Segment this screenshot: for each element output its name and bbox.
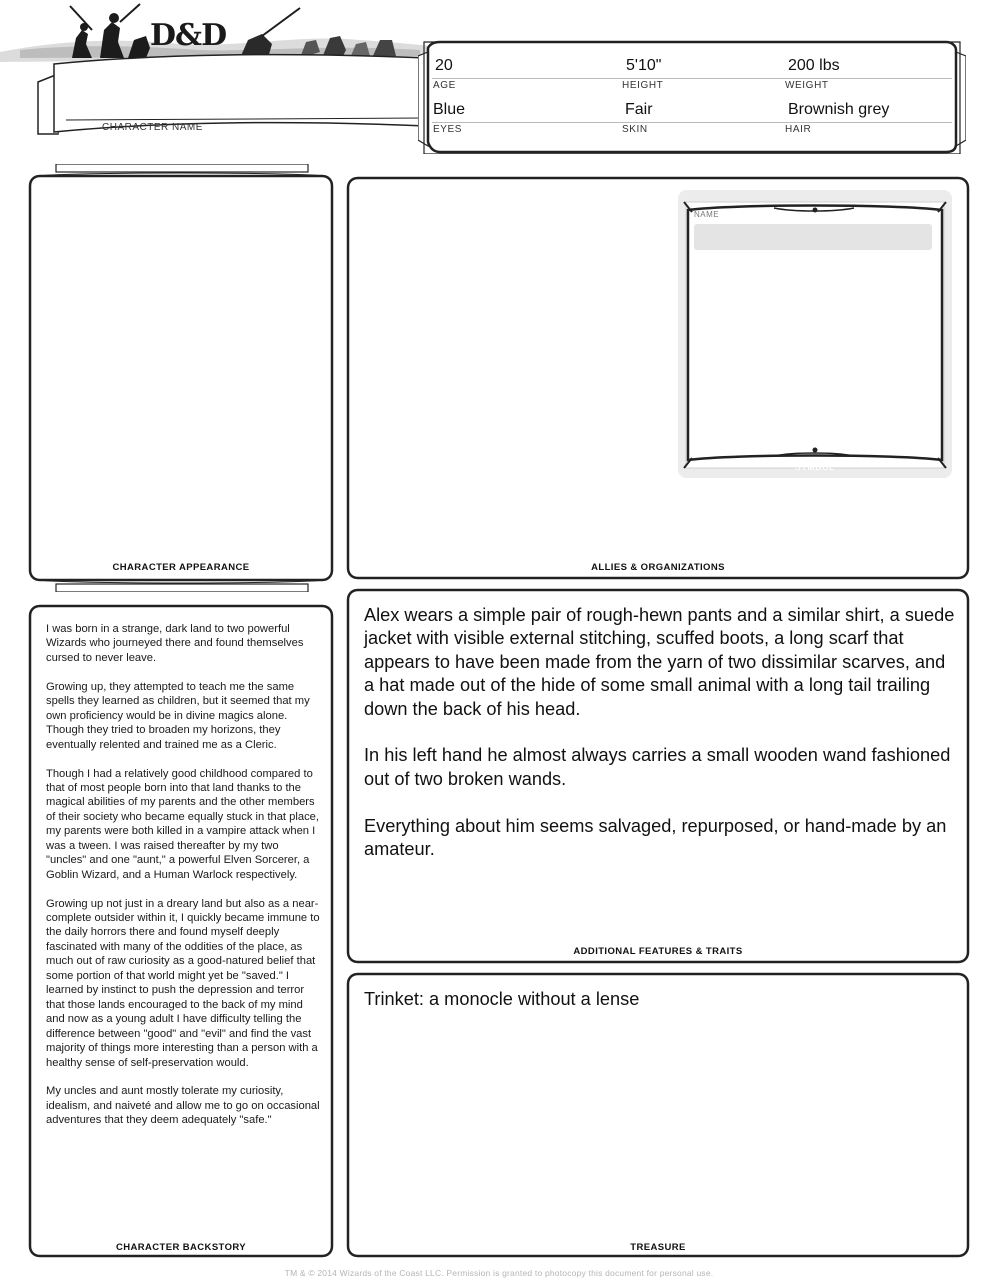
skin-value[interactable]: Fair — [625, 101, 653, 118]
features-paragraph: Alex wears a simple pair of rough-hewn pants and a similar shirt, a suede jacket with visible external stitching, scuffed boots, a long scarf that appears to have been made from the yarn of two dissimilar scarves, and a hat made out of the hide of some small animal with a long tail trailing down the back of his head. — [364, 605, 955, 719]
backstory-paragraph: Growing up, they attempted to teach me the same spells they learned as children, but it seemed that my own proficiency would be in divine magics alone. Though they tried to broaden my horizons, they eventually relented and trained me as a Cleric. — [46, 680, 310, 751]
character-name-label: CHARACTER NAME — [102, 122, 203, 133]
hair-label: HAIR — [785, 124, 812, 135]
age-label: AGE — [433, 80, 456, 91]
weight-label: WEIGHT — [785, 80, 829, 91]
height-label: HEIGHT — [622, 80, 664, 91]
attribute-row-line — [432, 78, 952, 79]
allies-organizations-panel — [346, 176, 970, 580]
features-caption: ADDITIONAL FEATURES & TRAITS — [573, 946, 743, 957]
additional-features-panel — [346, 588, 970, 964]
character-appearance-panel — [28, 164, 334, 592]
treasure-caption: TREASURE — [630, 1242, 686, 1253]
symbol-drawing-area[interactable] — [696, 258, 934, 448]
dnd-logo: D&D — [150, 18, 227, 53]
symbol-caption: SYMBOL — [795, 462, 835, 472]
age-value[interactable]: 20 — [435, 57, 453, 74]
backstory-text[interactable] — [46, 622, 320, 1142]
backstory-paragraph: I was born in a strange, dark land to two powerful Wizards who journeyed there and found themselves cursed to never leave. — [46, 623, 304, 664]
appearance-drawing-area[interactable] — [42, 188, 320, 558]
skin-label: SKIN — [622, 124, 648, 135]
symbol-name-field[interactable] — [694, 224, 932, 250]
symbol-name-label: NAME — [694, 210, 720, 219]
height-value[interactable]: 5'10" — [626, 57, 662, 74]
appearance-caption: CHARACTER APPEARANCE — [112, 562, 250, 573]
allies-caption: ALLIES & ORGANIZATIONS — [591, 562, 725, 573]
allies-text-area[interactable] — [360, 188, 666, 558]
character-name-field[interactable] — [76, 76, 416, 112]
copyright-footer: TM & © 2014 Wizards of the Coast LLC. Permission is granted to photocopy this document for personal use. — [284, 1268, 714, 1278]
backstory-paragraph: Growing up not just in a dreary land but also as a near-complete outsider within it, I quickly became immune to the daily horrors there and found myself deeply fascinated with many of the oddities of the place, as much out of raw curiosity as a good-natured belief that some portion of that world might yet be "saved." I learned by instinct to push the depression and terror that those lands encouraged to the back of my mind and now as a young adult I have difficulty telling the difference between "good" and "evil" and find the vast majority of things more interesting than a person with a healthy sense of self-preservation would. — [46, 897, 320, 1069]
backstory-paragraph: My uncles and aunt mostly tolerate my curiosity, idealism, and naiveté and allow me to go on occasional adventures that they deem adequately "safe." — [46, 1085, 320, 1127]
eyes-value[interactable]: Blue — [433, 101, 466, 118]
eyes-label: EYES — [433, 124, 463, 135]
treasure-panel — [346, 972, 970, 1258]
features-paragraph: In his left hand he almost always carries a small wooden wand fashioned out of two broken wands. — [364, 745, 951, 789]
attribute-row-line — [432, 122, 952, 123]
features-text[interactable] — [364, 604, 960, 885]
hair-value[interactable]: Brownish grey — [788, 101, 890, 118]
backstory-caption: CHARACTER BACKSTORY — [115, 1242, 247, 1253]
character-name-banner — [36, 48, 428, 138]
features-paragraph: Everything about him seems salvaged, repurposed, or hand-made by an amateur. — [364, 815, 947, 860]
treasure-text[interactable]: Trinket: a monocle without a lense — [364, 989, 640, 1009]
backstory-paragraph: Though I had a relatively good childhood compared to that of most people born into that land thanks to the magical abilities of my parents and the other members of their society who became equally stuck in that place, my parents were both killed in a vampire attack when I was a tween. I was raised thereafter by my two "uncles" and one "aunt," a powerful Elven Sorcerer, a Goblin Wizard, and a Human Warlock respectively. — [46, 767, 319, 881]
character-backstory-panel — [28, 602, 334, 1258]
organization-symbol-box — [674, 188, 956, 480]
physical-attributes-box — [418, 36, 966, 154]
weight-value[interactable]: 200 lbs — [788, 57, 840, 74]
